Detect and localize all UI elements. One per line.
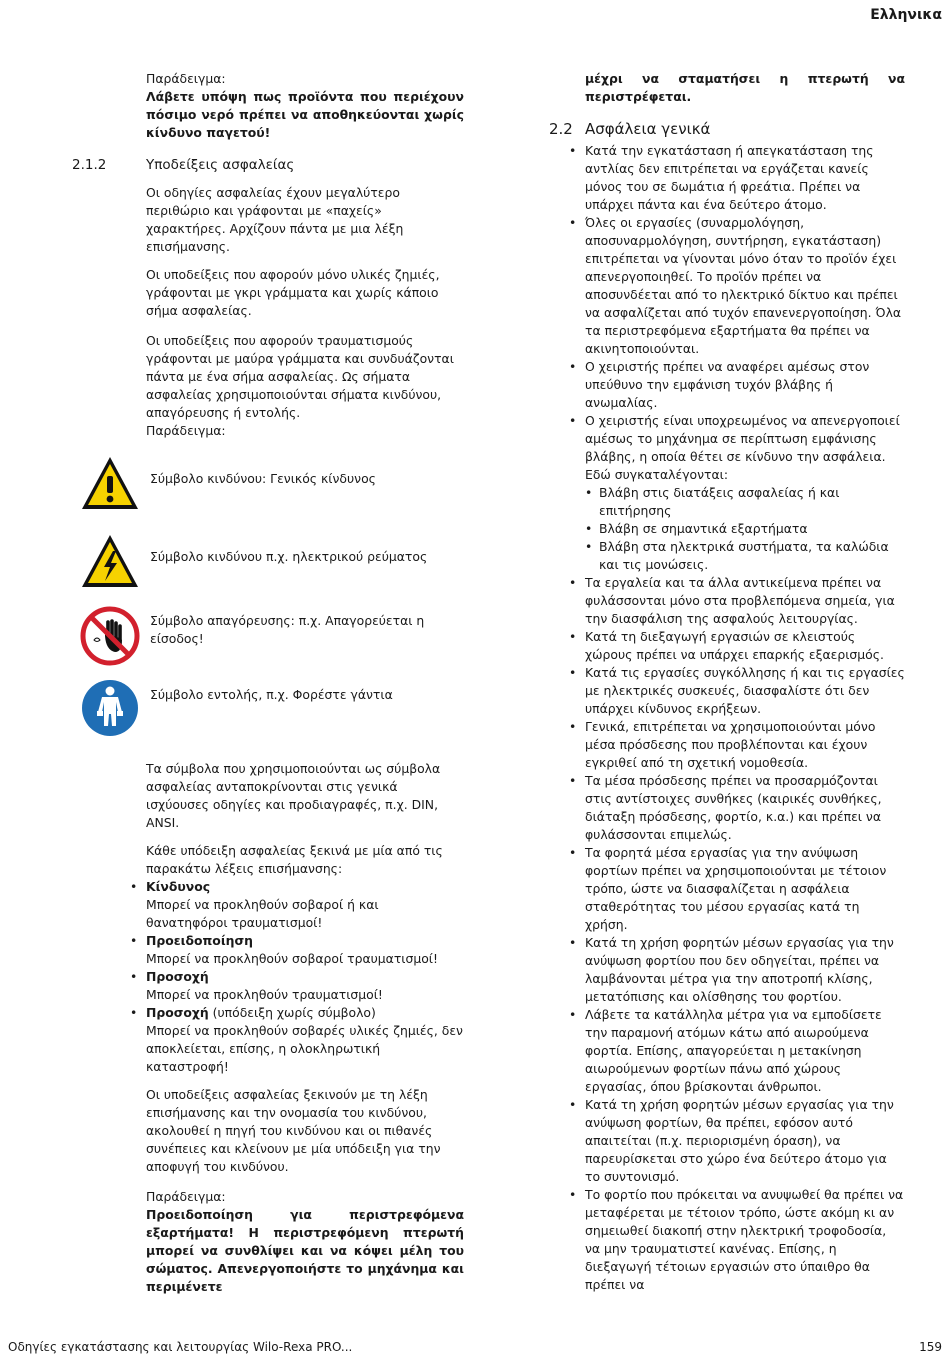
sub-list-item-text: Βλάβη σε σημαντικά εξαρτήματα [599, 521, 808, 536]
symbol-caption: Σύμβολο εντολής, π.χ. Φορέστε γάντια [150, 687, 393, 702]
list-item-text: Ο χειριστής είναι υποχρεωμένος να απενεργοποιεί αμέσως το μηχάνημα σε περίπτωση εμφάνισης βλάβης, η οποία θέτει σε κίνδυνο την ασφάλεια. Εδώ συγκαταλέγονται: [585, 413, 900, 482]
bullet-icon: • [569, 1097, 577, 1112]
bullet-icon: • [585, 485, 593, 500]
list-item [569, 142, 905, 214]
page-number: 159 [919, 1340, 942, 1354]
wear-gloves-icon [80, 678, 140, 738]
bullet-icon: • [569, 359, 577, 374]
list-item-text: Κατά τη διεξαγωγή εργασιών σε κλειστούς χώρους πρέπει να υπάρχει επαρκής εξαερισμός. [585, 629, 884, 662]
signal-description: Μπορεί να προκληθούν σοβαρές υλικές ζημιές, δεν αποκλείεται, επίσης, η ολοκληρωτική καταστροφή! [146, 1023, 463, 1074]
list-item [130, 968, 464, 1004]
list-item [569, 718, 905, 772]
electrical-danger-icon [80, 532, 140, 592]
list-item [130, 878, 464, 932]
bullet-icon: • [585, 539, 593, 554]
signal-word: Κίνδυνος [146, 879, 211, 894]
section-number: 2.1.2 [72, 157, 107, 173]
list-item [569, 844, 905, 934]
list-item [569, 574, 905, 628]
bullet-icon: • [569, 629, 577, 644]
list-item [569, 664, 905, 718]
list-item [130, 932, 464, 968]
sub-list-item [585, 538, 905, 574]
symbol-row [146, 534, 464, 612]
bullet-icon: • [569, 845, 577, 860]
bullet-icon: • [585, 521, 593, 536]
bullet-icon: • [569, 413, 577, 428]
signal-word-list [130, 878, 464, 1076]
bullet-icon: • [569, 1187, 577, 1202]
list-item-text: Τα μέσα πρόσδεσης πρέπει να προσαρμόζονται στις αντίστοιχες συνθήκες (καιρικές συνθήκες, διάταξη πρόσδεσης, φορτίο, κ.α.) και πρέπει να φυλάσσονται επιμελώς. [585, 773, 882, 842]
list-item-text: Το φορτίο που πρόκειται να ανυψωθεί θα πρέπει να μεταφέρεται με τέτοιον τρόπο, ώστε ακόμη κι αν σημειωθεί διακοπή στην ηλεκτρική τροφοδοσία, να μην τραυματιστεί κανένας. Επίσης, η διεξαγωγή τέτοιων εργασιών στο ύπαιθρο θα πρέπει να [585, 1187, 904, 1292]
symbol-caption: Σύμβολο κινδύνου π.χ. ηλεκτρικού ρεύματος [150, 549, 428, 564]
signal-description: Μπορεί να προκληθούν τραυματισμοί! [146, 987, 383, 1002]
bullet-icon: • [569, 143, 577, 158]
list-item [569, 628, 905, 664]
bullet-icon: • [569, 719, 577, 734]
list-item [569, 1006, 905, 1096]
bullet-icon: • [569, 665, 577, 680]
list-item-text: Όλες οι εργασίες (συναρμολόγηση, αποσυναρμολόγηση, συντήρηση, εγκατάσταση) επιτρέπεται να γίνονται μόνο όταν το προϊόν έχει απενεργοποιηθεί. Το προϊόν πρέπει να αποσυνδέεται από το ηλεκτρικό δίκτυο και πρέπει να ασφαλίζεται από τυχόν επανενεργοποίηση. Όλα τα περιστρεφόμενα εξαρτήματα θα πρέπει να ακινητοποιούνται. [585, 215, 902, 356]
continued-text: μέχρι να σταματήσει η πτερωτή να περιστρέφεται. [585, 71, 905, 104]
bullet-icon: • [569, 575, 577, 590]
signal-word: Προειδοποίηση [146, 933, 253, 948]
list-item [130, 1004, 464, 1076]
signal-description: Μπορεί να προκληθούν σοβαροί τραυματισμοί! [146, 951, 438, 966]
example-text: Προειδοποίηση για περιστρεφόμενα εξαρτήματα! Η περιστρεφόμενη πτερωτή μπορεί να συνθλίψει και να κόψει μέλη του σώματος. Απενεργοποιήστε το μηχάνημα και περιμένετε [146, 1207, 464, 1294]
paragraph: Τα σύμβολα που χρησιμοποιούνται ως σύμβολα ασφαλείας ανταποκρίνονται στις γενικά ισχύουσες οδηγίες και προδιαγραφές, π.χ. DIN, ANSI. [146, 761, 441, 830]
list-item [569, 1096, 905, 1186]
signal-word: Προσοχή [146, 1005, 209, 1020]
list-item [569, 934, 905, 1006]
symbol-row [146, 456, 464, 534]
list-item [569, 1186, 905, 1294]
paragraph: Οι υποδείξεις που αφορούν τραυματισμούς γράφονται με μαύρα γράμματα και συνδυάζονται πάντα με ένα σήμα ασφαλείας. Ως σήματα ασφαλείας χρησιμοποιούνται σήματα κινδύνου, απαγόρευσης ή εντολής. [146, 333, 454, 420]
paragraph: Οι υποδείξεις που αφορούν μόνο υλικές ζημιές, γράφονται με γκρι γράμματα και χωρίς κάποιο σήμα ασφαλείας. [146, 267, 440, 318]
list-item-text: Τα εργαλεία και τα άλλα αντικείμενα πρέπει να φυλάσσονται μόνο στα προβλεπόμενα σημεία, για την διασφάλιση της ασφαλούς λειτουργίας. [585, 575, 895, 626]
bullet-icon: • [130, 879, 138, 894]
list-item [569, 358, 905, 412]
right-column [549, 70, 905, 1294]
bullet-icon: • [569, 773, 577, 788]
list-item [569, 214, 905, 358]
section-number: 2.2 [549, 120, 573, 138]
example-label: Παράδειγμα: [146, 423, 226, 438]
bullet-icon: • [130, 933, 138, 948]
list-item-text: Τα φορητά μέσα εργασίας για την ανύψωση φορτίων πρέπει να χρησιμοποιούνται με τέτοιον τρόπο, ώστε να διασφαλίζεται η ασφάλεια σταθερότητας του μέσου εργασίας κατά τη χρήση. [585, 845, 887, 932]
bullet-icon: • [569, 215, 577, 230]
list-item [569, 412, 905, 574]
section-heading-2-2 [549, 120, 905, 138]
bullet-icon: • [130, 1005, 138, 1020]
signal-word: Προσοχή [146, 969, 209, 984]
sub-list-item [585, 520, 905, 538]
section-title: Υποδείξεις ασφαλείας [146, 157, 295, 173]
sub-list-item-text: Βλάβη στις διατάξεις ασφαλείας ή και επιτήρησης [599, 485, 840, 518]
bullet-icon: • [569, 1007, 577, 1022]
section-title: Ασφάλεια γενικά [585, 120, 711, 138]
signal-description: Μπορεί να προκληθούν σοβαροί ή και θανατηφόροι τραυματισμοί! [146, 897, 379, 930]
list-item-text: Κατά τη χρήση φορητών μέσων εργασίας για την ανύψωση φορτίων, θα πρέπει, εφόσον αυτό απαιτείται (π.χ. περιορισμένη όραση), να παρευρίσκεται στο χώρο ένα δεύτερο άτομο για το συντονισμό. [585, 1097, 894, 1184]
list-item-text: Ο χειριστής πρέπει να αναφέρει αμέσως στον υπεύθυνο την εμφάνιση τυχόν βλάβης ή ανωμαλίας. [585, 359, 870, 410]
symbol-caption: Σύμβολο κινδύνου: Γενικός κίνδυνος [150, 471, 376, 486]
example-label: Παράδειγμα: [146, 71, 226, 86]
general-danger-icon [80, 454, 140, 514]
sub-list-item-text: Βλάβη στα ηλεκτρικά συστήματα, τα καλώδια και τις μονώσεις. [599, 539, 889, 572]
paragraph: Οι οδηγίες ασφαλείας έχουν μεγαλύτερο περιθώριο και γράφονται με «παχείς» χαρακτήρες. Αρχίζουν πάντα με μια λέξη επισήμανσης. [146, 185, 404, 254]
signal-word-note: (υπόδειξη χωρίς σύμβολο) [208, 1005, 376, 1020]
paragraph: Οι υποδείξεις ασφαλείας ξεκινούν με τη λέξη επισήμανσης και την ονομασία του κινδύνου, ακολουθεί η πηγή του κινδύνου και οι πιθανές συνέπειες και κλείνουν με μία υπόδειξη για την αποφυγή του κινδύνου. [146, 1087, 441, 1174]
symbol-caption: Σύμβολο απαγόρευσης: π.χ. Απαγορεύεται η είσοδος! [150, 613, 425, 646]
sub-list [585, 484, 905, 574]
footer-title: Οδηγίες εγκατάστασης και λειτουργίας Wilo-Rexa PRO... [8, 1340, 353, 1354]
list-item-text: Γενικά, επιτρέπεται να χρησιμοποιούνται μόνο μέσα πρόσδεσης που προβλέπονται και έχουν εγκριθεί από τη σχετική νομοθεσία. [585, 719, 876, 770]
language-label: Ελληνικα [870, 7, 942, 23]
list-item-text: Κατά τη χρήση φορητών μέσων εργασίας για την ανύψωση φορτίου που δεν οδηγείται, πρέπει να λαμβάνονται μέτρα για την αποτροπή κλίσης, μετατόπισης και ολίσθησης του φορτίου. [585, 935, 894, 1004]
bullet-icon: • [130, 969, 138, 984]
symbol-row [146, 687, 464, 760]
left-column [72, 70, 464, 1296]
list-item-text: Κατά την εγκατάσταση ή απεγκατάσταση της αντλίας δεν επιτρέπεται να εργάζεται κανείς μόνος του σε δωμάτια ή φρεάτια. Πρέπει να υπάρχει πάντα και ένα δεύτερο άτομο. [585, 143, 874, 212]
bullet-icon: • [569, 935, 577, 950]
no-entry-icon [80, 606, 140, 666]
list-item [569, 772, 905, 844]
list-item-text: Λάβετε τα κατάλληλα μέτρα για να εμποδίσετε την παραμονή ατόμων κάτω από αιωρούμενα φορτία. Επίσης, απαγορεύεται η μετακίνηση αιωρούμενων φορτίων πάνω από χώρους εργασίας, όπου βρίσκονται άνθρωποι. [585, 1007, 882, 1094]
paragraph: Κάθε υπόδειξη ασφαλείας ξεκινά με μία από τις παρακάτω λέξεις επισήμανσης: [146, 843, 443, 876]
symbol-row [146, 612, 464, 690]
sub-list-item [585, 484, 905, 520]
section-heading-2-1-2 [72, 156, 464, 174]
example-label: Παράδειγμα: [146, 1189, 226, 1204]
list-item-text: Κατά τις εργασίες συγκόλλησης ή και τις εργασίες με ηλεκτρικές συσκευές, διασφαλίστε ότι δεν υπάρχει κίνδυνος εκρήξεων. [585, 665, 905, 716]
example-text: Λάβετε υπόψη πως προϊόντα που περιέχουν πόσιμο νερό πρέπει να αποθηκεύονται χωρίς κίνδυνο παγετού! [146, 89, 464, 140]
safety-list [569, 142, 905, 1294]
